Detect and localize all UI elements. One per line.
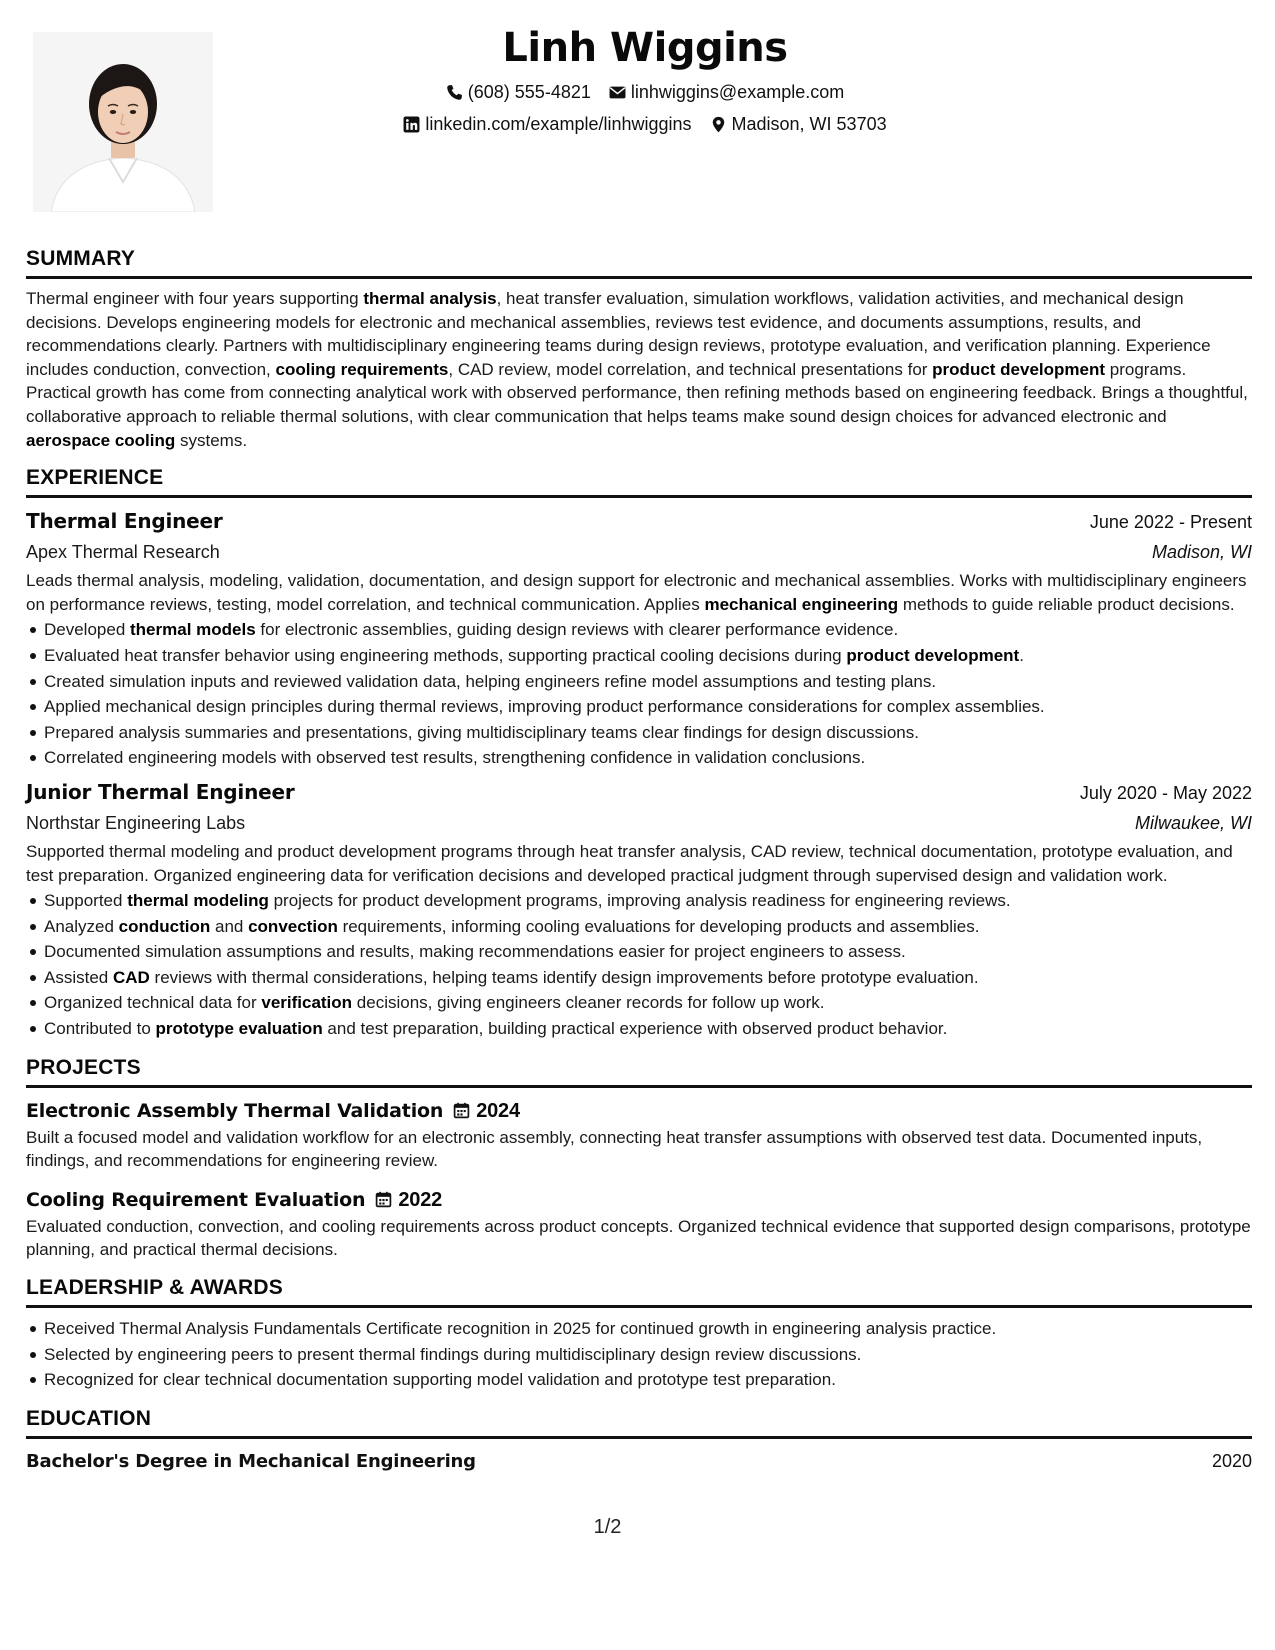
phone-contact [446,80,591,104]
degree-name: Bachelor's Degree in Mechanical Engineering [26,1450,476,1472]
list-item: Recognized for clear technical documentation supporting model validation and prototype test preparation. [26,1367,1252,1393]
email-address[interactable]: linhwiggins@example.com [630,82,845,102]
job-description: Supported thermal modeling and product development programs through heat transfer analysis, CAD review, technical documentation, prototype evaluation, and test preparation. Organized engineering data for verification decisions and developed practical judgment through supervised design and validation work. [26,841,1233,885]
list-item: Received Thermal Analysis Fundamentals Certificate recognition in 2025 for continued growth in engineering analysis practice. [26,1316,1252,1342]
leadership-section [26,1274,1252,1393]
location-text: Madison, WI 53703 [731,114,887,134]
job-description: Leads thermal analysis, modeling, validation, documentation, and design support for electronic and mechanical assemblies. Works with multidisciplinary engineers on performance reviews, testing, model correlation, and technical communication. Applies mechanical engineering methods to guide reliable product decisions. [26,571,1247,614]
list-item: Assisted CAD reviews with thermal considerations, helping teams identify design improvements before prototype evaluation. [26,965,1252,991]
list-item: Contributed to prototype evaluation and test preparation, building practical experience with observed product behavior. [26,1016,1252,1042]
profile-photo [33,32,213,212]
contact-line-1 [260,80,1030,104]
job-entry [26,777,1252,1042]
project-entry [26,1096,1252,1173]
summary-section [26,245,1252,452]
section-divider [26,1085,1252,1088]
location-contact [710,112,887,136]
company-name: Apex Thermal Research [26,542,220,563]
summary-text: Thermal engineer with four years supporting thermal analysis, heat transfer evaluation, simulation workflows, validation activities, and mechanical design decisions. Develops engineering models for electronic and mechanical assemblies, reviews test evidence, and documents assumptions, results, and recommendations clearly. Partners with multidisciplinary engineering teams during design reviews, prototype evaluation, and verification planning. Experience includes conduction, convection, cooling requirements, CAD review, model correlation, and technical presentations for product development programs. Practical growth has come from connecting analytical work with observed performance, then refining methods based on engineering feedback. Brings a thoughtful, collaborative approach to reliable thermal solutions, with clear communication that helps teams make sound design choices for advanced electronic and aerospace cooling systems. [26,289,1248,450]
project-entry [26,1185,1252,1262]
page-number: 1/2 [593,1516,622,1538]
section-divider [26,276,1252,279]
linkedin-url[interactable]: linkedin.com/example/linhwiggins [425,114,692,134]
section-title-projects: PROJECTS [26,1055,141,1079]
job-location: Madison, WI [1151,542,1252,563]
envelope-icon [609,84,626,101]
project-description: Built a focused model and validation workflow for an electronic assembly, connecting heat transfer assumptions with observed test data. Documented inputs, findings, and recommendations for engineering review. [26,1127,1203,1171]
section-divider [26,1436,1252,1439]
map-pin-icon [710,116,727,133]
linkedin-contact [403,112,691,136]
job-bullets [26,617,1252,771]
project-year: 2024 [453,1096,520,1126]
project-name: Cooling Requirement Evaluation [26,1188,366,1211]
job-bullets [26,888,1252,1042]
section-title-education: EDUCATION [26,1406,152,1430]
section-title-leadership: LEADERSHIP & AWARDS [26,1276,283,1300]
list-item: Correlated engineering models with observed test results, strengthening confidence in validation conclusions. [26,745,1252,771]
section-divider [26,1305,1252,1308]
calendar-icon [453,1102,470,1119]
project-name: Electronic Assembly Thermal Validation [26,1099,444,1122]
education-section [26,1405,1252,1476]
list-item: Evaluated heat transfer behavior using engineering methods, supporting practical cooling decisions during product development. [26,643,1252,669]
company-name: Northstar Engineering Labs [26,812,246,833]
project-description: Evaluated conduction, convection, and cooling requirements across product concepts. Organized technical evidence that supported design comparisons, prototype planning, and practical thermal decisions. [26,1216,1251,1260]
contact-line-2 [260,112,1030,136]
projects-section [26,1054,1252,1262]
project-year: 2022 [375,1185,442,1215]
graduation-year: 2020 [1211,1450,1252,1471]
phone-number[interactable]: (608) 555-4821 [467,82,591,102]
section-title-summary: SUMMARY [26,247,136,270]
resume-body [26,245,1252,1488]
calendar-icon [375,1191,392,1208]
list-item: Supported thermal modeling projects for product development programs, improving analysis readiness for engineering reviews. [26,888,1252,914]
phone-icon [446,84,463,101]
resume-header [260,22,1030,136]
section-divider [26,495,1252,498]
job-dates: July 2020 - May 2022 [1079,782,1252,803]
job-dates: June 2022 - Present [1089,512,1252,533]
section-title-experience: EXPERIENCE [26,466,164,490]
job-location: Milwaukee, WI [1134,812,1252,833]
candidate-name: Linh Wiggins [502,25,788,71]
list-item: Analyzed conduction and convection requirements, informing cooling evaluations for developing products and assemblies. [26,914,1252,940]
list-item: Prepared analysis summaries and presentations, giving multidisciplinary teams clear findings for design discussions. [26,720,1252,746]
portrait-image [33,32,213,212]
job-title: Junior Thermal Engineer [26,779,295,804]
email-contact [609,80,844,104]
list-item: Developed thermal models for electronic assemblies, guiding design reviews with clearer performance evidence. [26,617,1252,643]
list-item: Documented simulation assumptions and results, making recommendations easier for project engineers to assess. [26,939,1252,965]
job-title: Thermal Engineer [26,509,223,534]
list-item: Selected by engineering peers to present thermal findings during multidisciplinary design review discussions. [26,1342,1252,1368]
list-item: Applied mechanical design principles during thermal reviews, improving product performance considerations for complex assemblies. [26,694,1252,720]
linkedin-icon [403,116,420,133]
list-item: Created simulation inputs and reviewed validation data, helping engineers refine model assumptions and testing plans. [26,669,1252,695]
list-item: Organized technical data for verification decisions, giving engineers cleaner records for follow up work. [26,990,1252,1016]
job-entry [26,506,1252,771]
leadership-bullets [26,1316,1252,1393]
experience-section [26,464,1252,1042]
